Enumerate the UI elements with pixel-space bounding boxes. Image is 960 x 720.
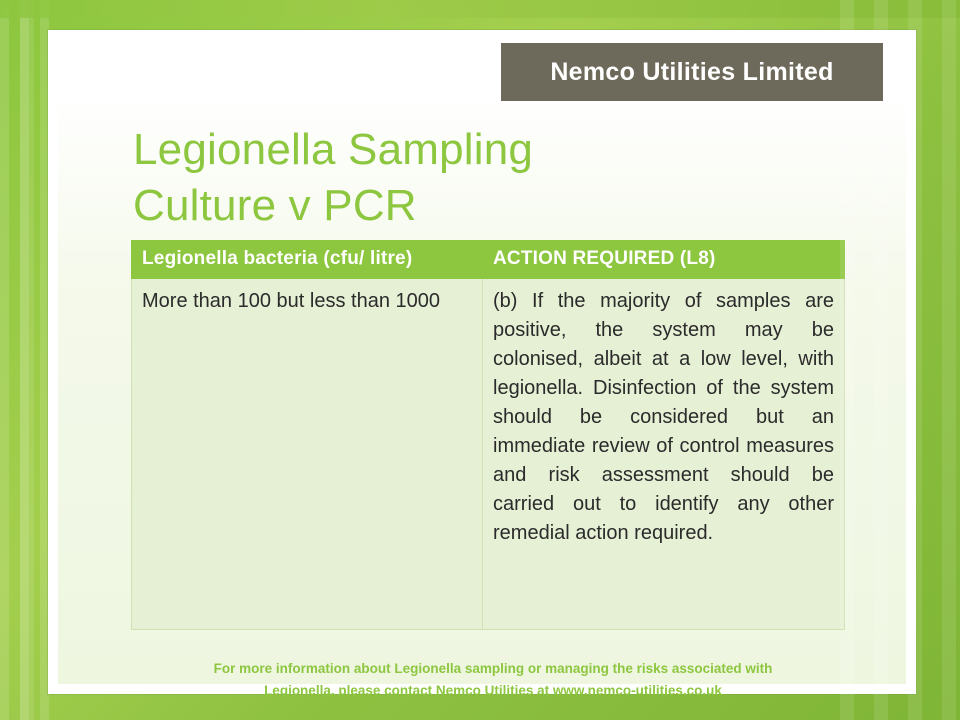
cell-action-required: (b) If the majority of samples are positive, the system may be colonised, albeit at a low level, with legionella. Disinfection of the system should be considered but an immediate review of control measures and risk assessment should be carried out to identify any other remedial action required.	[483, 279, 845, 630]
slide-content-inner	[58, 40, 906, 698]
page-title-line-2: Culture v PCR	[133, 181, 417, 231]
table-row	[132, 279, 845, 630]
column-header-action-required: ACTION REQUIRED (L8)	[483, 241, 845, 279]
cell-bacteria-level: More than 100 but less than 1000	[132, 279, 483, 630]
table-header	[132, 241, 845, 279]
slide-content-card	[48, 30, 916, 698]
table-body	[132, 279, 845, 630]
column-header-bacteria-level: Legionella bacteria (cfu/ litre)	[132, 241, 483, 279]
company-name-label: Nemco Utilities Limited	[550, 57, 834, 86]
page-title-line-1: Legionella Sampling	[133, 125, 534, 174]
footnote	[148, 658, 838, 701]
page-title	[133, 122, 833, 235]
top-decorative-band	[0, 0, 960, 18]
footnote-line-2: Legionella, please contact Nemco Utilities at www.nemco-utilities.co.uk	[264, 682, 722, 698]
company-name-banner	[498, 40, 886, 104]
action-levels-table	[131, 240, 845, 630]
table-header-row	[132, 241, 845, 279]
footnote-line-1: For more information about Legionella sampling or managing the risks associated with	[213, 661, 773, 676]
